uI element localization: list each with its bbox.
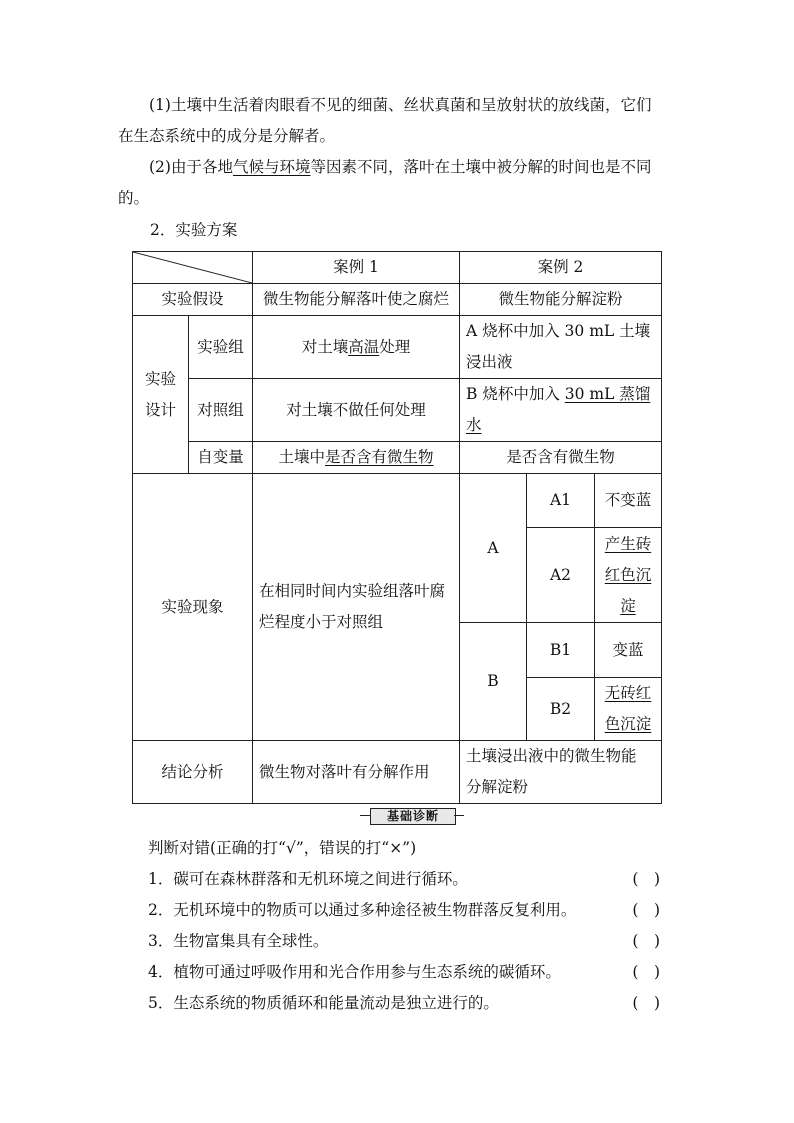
case1-conclusion: 微生物对落叶有分解作用 bbox=[253, 741, 460, 804]
design-label-line2: 设计 bbox=[144, 400, 176, 419]
intro-p1-line1: (1)土壤中生活着肉眼看不见的细菌、丝状真菌和呈放射状的放线菌，它们 bbox=[149, 96, 652, 114]
quiz-item-text: 3．生物富集具有全球性。 bbox=[148, 932, 329, 950]
quiz-item-text: 5．生态系统的物质循环和能量流动是独立进行的。 bbox=[148, 994, 499, 1012]
experiment-table bbox=[132, 251, 662, 804]
answer-blank[interactable]: ( ) bbox=[632, 901, 660, 919]
exp2-line2: 浸出液 bbox=[466, 353, 513, 371]
quiz-item-text: 4．植物可通过呼吸作用和光合作用参与生态系统的碳循环。 bbox=[148, 963, 561, 981]
row-label-design bbox=[133, 316, 189, 474]
var1-underlined: 是否含有微生物 bbox=[325, 448, 434, 466]
case1-independent-variable bbox=[253, 442, 460, 474]
intro-p2-post: 等因素不同，落叶在土壤中被分解的时间也是不同 bbox=[310, 158, 652, 176]
quiz-instruction: 判断对错(正确的打“√”，错误的打“×”) bbox=[148, 839, 417, 857]
row-label-phenomenon: 实验现象 bbox=[133, 474, 253, 741]
case2-control-group bbox=[460, 379, 662, 442]
case2-independent-variable: 是否含有微生物 bbox=[460, 442, 662, 474]
badge-right-rule bbox=[454, 815, 464, 816]
design-label-line1: 实验 bbox=[144, 369, 176, 388]
a1-result: 不变蓝 bbox=[595, 474, 662, 528]
exp1-post: 处理 bbox=[379, 337, 411, 356]
case1-phenomenon bbox=[253, 474, 460, 741]
ctrl2-underlined-1: 30 mL 蒸馏 bbox=[564, 385, 651, 403]
phen1-line2: 烂程度小于对照组 bbox=[259, 613, 384, 631]
a2-result bbox=[595, 528, 662, 623]
diagonal-header-cell bbox=[133, 252, 253, 284]
phen1-line1: 在相同时间内实验组落叶腐 bbox=[259, 582, 446, 600]
case2-hypothesis: 微生物能分解淀粉 bbox=[460, 284, 662, 316]
label-independent-variable: 自变量 bbox=[189, 442, 253, 474]
intro-p1-line2: 在生态系统中的成分是分解者。 bbox=[118, 127, 336, 145]
case2-conclusion bbox=[460, 741, 662, 804]
header-case2: 案例 2 bbox=[460, 252, 662, 284]
quiz-item bbox=[148, 926, 660, 957]
b2-result bbox=[595, 678, 662, 741]
quiz-item bbox=[148, 988, 660, 1019]
exp2-line1: A 烧杯中加入 30 mL 土壤 bbox=[466, 322, 651, 340]
case1-experimental-group bbox=[253, 316, 460, 379]
intro-p2-pre: (2)由于各地 bbox=[149, 158, 233, 176]
intro-p2-line2: 的。 bbox=[118, 189, 150, 207]
exp1-pre: 对土壤 bbox=[301, 337, 349, 356]
answer-blank[interactable]: ( ) bbox=[632, 994, 660, 1012]
section-heading bbox=[150, 215, 710, 246]
b1-result: 变蓝 bbox=[595, 623, 662, 678]
quiz bbox=[148, 833, 660, 1019]
quiz-item-text: 1．碳可在森林群落和无机环境之间进行循环。 bbox=[148, 870, 468, 888]
header-case1: 案例 1 bbox=[253, 252, 460, 284]
section-heading-text: 2．实验方案 bbox=[150, 221, 238, 239]
a2-result-line2: 红色沉 bbox=[604, 565, 652, 584]
a1-label: A1 bbox=[527, 474, 595, 528]
b2-label: B2 bbox=[527, 678, 595, 741]
ctrl2-underlined-2: 水 bbox=[466, 416, 482, 434]
var1-pre: 土壤中 bbox=[278, 448, 325, 466]
section-badge bbox=[360, 806, 464, 826]
intro-p2-underlined: 气候与环境 bbox=[232, 158, 311, 176]
case1-hypothesis: 微生物能分解落叶使之腐烂 bbox=[253, 284, 460, 316]
a2-result-line3: 淀 bbox=[620, 596, 636, 615]
diagonal-line bbox=[133, 252, 252, 283]
a2-result-line1: 产生砖 bbox=[604, 534, 652, 553]
concl2-line1: 土壤浸出液中的微生物能 bbox=[466, 747, 637, 765]
label-experimental-group: 实验组 bbox=[189, 316, 253, 379]
quiz-item bbox=[148, 895, 660, 926]
answer-blank[interactable]: ( ) bbox=[632, 963, 660, 981]
quiz-item-text: 2．无机环境中的物质可以通过多种途径被生物群落反复利用。 bbox=[148, 901, 577, 919]
group-b-label: B bbox=[460, 623, 527, 741]
exp1-underlined: 高温 bbox=[348, 337, 380, 356]
row-label-hypothesis: 实验假设 bbox=[133, 284, 253, 316]
badge-left-rule bbox=[360, 815, 370, 816]
case1-control-group: 对土壤不做任何处理 bbox=[253, 379, 460, 442]
intro-p2-line1 bbox=[118, 152, 678, 183]
intro-paragraph-2 bbox=[118, 152, 678, 214]
badge-label: 基础诊断 bbox=[370, 808, 456, 825]
answer-blank[interactable]: ( ) bbox=[632, 870, 660, 888]
concl2-line2: 分解淀粉 bbox=[466, 778, 529, 796]
a2-label: A2 bbox=[527, 528, 595, 623]
b2-result-line1: 无砖红 bbox=[604, 684, 652, 702]
group-a-label: A bbox=[460, 474, 527, 623]
quiz-item bbox=[148, 864, 660, 895]
row-label-conclusion: 结论分析 bbox=[133, 741, 253, 804]
quiz-item bbox=[148, 957, 660, 988]
case2-experimental-group bbox=[460, 316, 662, 379]
b1-label: B1 bbox=[527, 623, 595, 678]
answer-blank[interactable]: ( ) bbox=[632, 932, 660, 950]
intro-paragraph-1 bbox=[118, 90, 678, 152]
ctrl2-pre: B 烧杯中加入 bbox=[466, 385, 565, 403]
label-control-group: 对照组 bbox=[189, 379, 253, 442]
b2-result-line2: 色沉淀 bbox=[604, 715, 652, 733]
